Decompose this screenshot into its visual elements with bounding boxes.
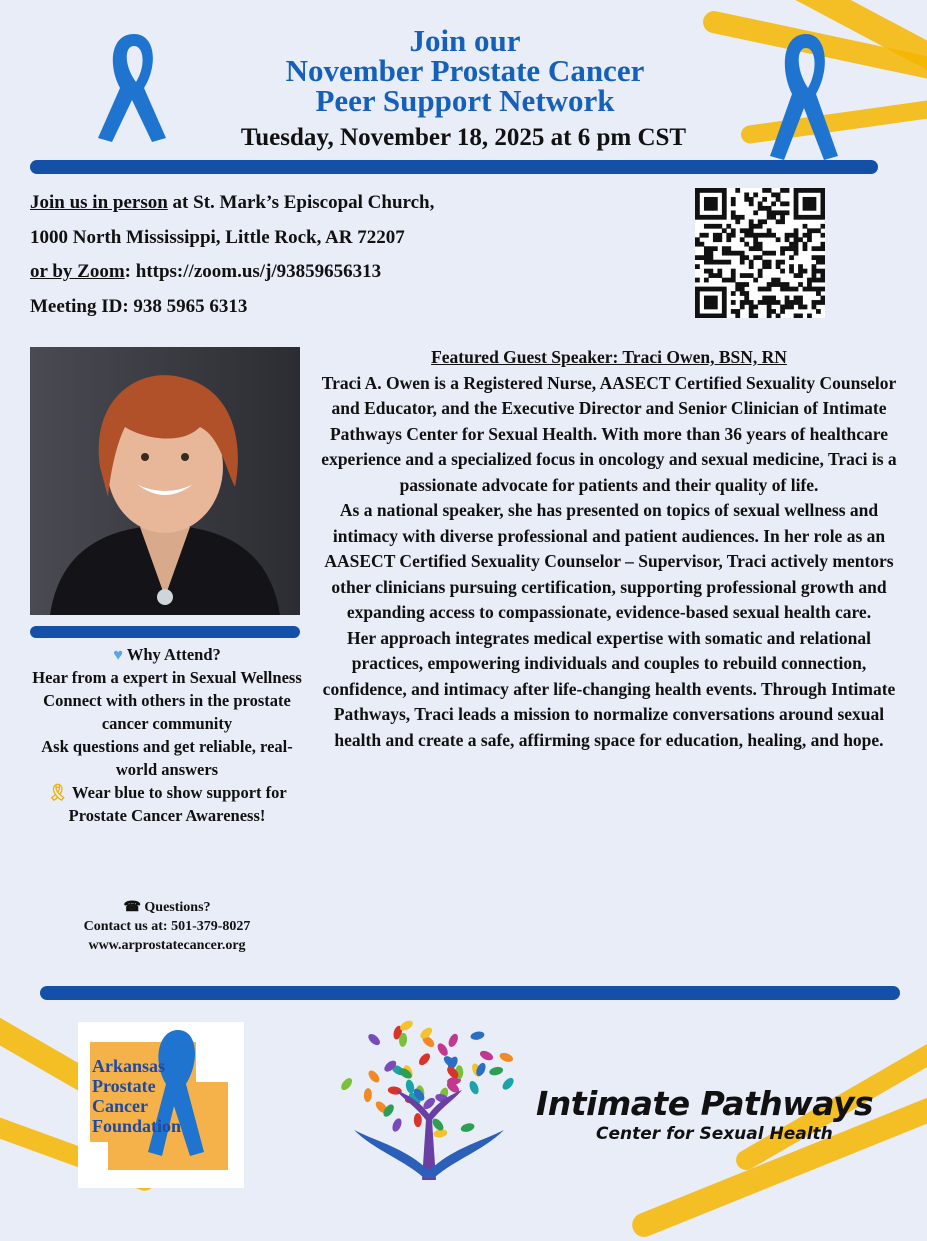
tree-hands-logo [334, 1010, 524, 1190]
title-line-2: November Prostate Cancer [285, 53, 645, 88]
contact-phone[interactable]: Contact us at: 501-379-8027 [83, 919, 251, 934]
meeting-id: Meeting ID: 938 5965 6313 [30, 295, 248, 317]
questions-label: Questions? [144, 900, 211, 915]
zoom-link[interactable]: : https://zoom.us/j/93859656313 [124, 261, 382, 282]
title-line-3: Peer Support Network [315, 83, 615, 118]
why-item: Ask questions and get reliable, real-world answers [41, 737, 293, 779]
zoom-label: or by Zoom [30, 261, 125, 282]
in-person-text: at St. Mark’s Episcopal Church, [167, 192, 435, 213]
blue-heart-icon: ♥ [113, 645, 123, 664]
photo-divider-bar [30, 626, 300, 638]
bottom-divider-bar [40, 986, 900, 1000]
event-title [140, 23, 790, 118]
contact-info [22, 898, 312, 955]
why-item: Hear from a expert in Sexual Wellness [32, 668, 302, 687]
why-heading: Why Attend? [126, 645, 221, 664]
bio-paragraph-1: Traci A. Owen is a Registered Nurse, AASECT Certified Sexuality Counselor and Educator, and the Executive Director and Senior Clinician of Intimate Pathways Center for Sexual Health. With more than 36 years of healthcare experience and a specialized focus in oncology and sexual medicine, Traci is a passionate advocate for patients and their quality of life. [321, 372, 897, 495]
apcf-logo-text: Arkansas Prostate Cancer Foundation [92, 1056, 182, 1136]
location-info [30, 186, 590, 324]
divider-bar [30, 160, 878, 174]
apcf-logo [78, 1022, 244, 1188]
intimate-pathways-title: Intimate Pathways [536, 1084, 874, 1123]
bio-paragraph-3: Her approach integrates medical expertise with somatic and relational practices, empowering individuals and couples to rebuild connection, confidence, and intimacy after life-changing health events. Through Intimate Pathways, Traci leads a mission to normalize conversations around sexual health and create a safe, affirming space for education, healing, and hope. [322, 627, 896, 750]
gold-ribbon-icon: 🎗 [47, 783, 69, 802]
phone-icon: ☎ [123, 900, 141, 915]
address: 1000 North Mississippi, Little Rock, AR 72207 [30, 226, 405, 248]
why-attend [22, 643, 312, 827]
qr-code[interactable] [695, 188, 825, 318]
in-person-label: Join us in person [30, 192, 168, 213]
speaker-photo [30, 347, 300, 615]
website-link[interactable]: www.arprostatecancer.org [88, 938, 246, 953]
why-item: Wear blue to show support for Prostate Cancer Awareness! [68, 783, 287, 825]
bio-paragraph-2: As a national speaker, she has presented on topics of sexual wellness and intimacy with diverse professional and patient audiences. In her role as an AASECT Certified Sexuality Counselor – Supervisor, Traci actively mentors other clinicians pursuing certification, supporting professional growth and expanding access to compassionate, evidence-based sexual health care. [324, 500, 894, 622]
speaker-bio [318, 345, 900, 753]
speaker-heading: Featured Guest Speaker: Traci Owen, BSN, RN [431, 347, 787, 367]
title-line-1: Join our [409, 23, 521, 58]
intimate-pathways-subtitle: Center for Sexual Health [596, 1124, 833, 1144]
event-date: Tuesday, November 18, 2025 at 6 pm CST [240, 124, 687, 151]
why-item: Connect with others in the prostate cancer community [43, 691, 291, 733]
